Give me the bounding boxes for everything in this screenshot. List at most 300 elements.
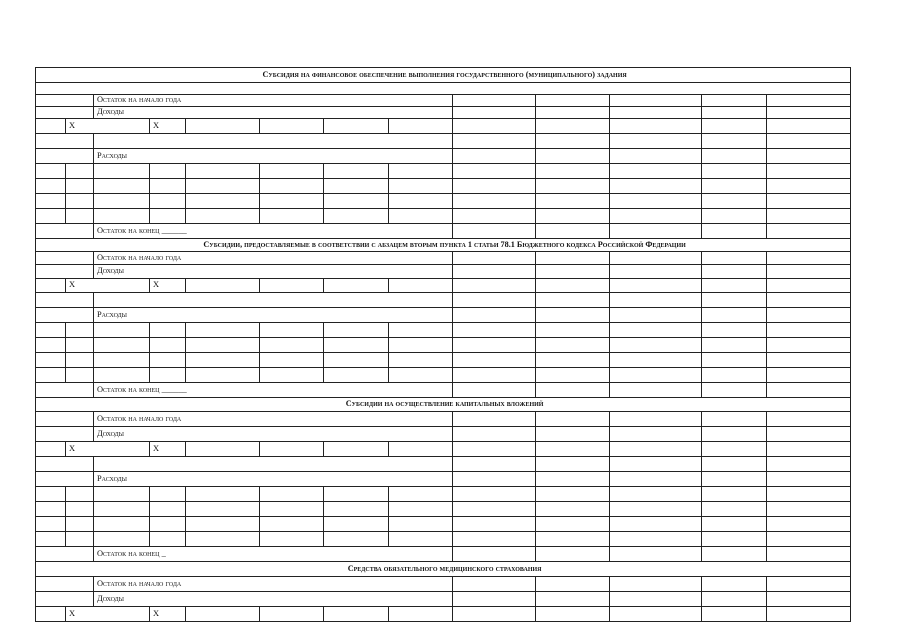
table-cell (767, 383, 851, 398)
table-cell (767, 194, 851, 209)
table-row (36, 532, 851, 547)
table-cell (453, 607, 536, 622)
table-cell (389, 368, 453, 383)
income-label: Доходы (94, 107, 453, 119)
table-cell (453, 209, 536, 224)
table-cell (702, 353, 767, 368)
x-mark: X (66, 279, 150, 293)
table-row (36, 194, 851, 209)
table-cell (767, 209, 851, 224)
table-cell (610, 164, 702, 179)
table-cell (610, 323, 702, 338)
opening-balance-label: Остаток на начало года (94, 577, 453, 592)
table-cell (94, 532, 150, 547)
table-row (36, 383, 851, 398)
table-cell (36, 224, 94, 239)
table-cell (702, 412, 767, 427)
financial-report-table (35, 67, 851, 622)
table-cell (389, 502, 453, 517)
table-cell (186, 607, 260, 622)
table-cell (186, 119, 260, 134)
table-cell (702, 487, 767, 502)
table-cell (767, 532, 851, 547)
table-cell (66, 532, 94, 547)
table-cell (536, 412, 610, 427)
income-label: Доходы (94, 265, 453, 279)
table-cell (36, 107, 94, 119)
table-cell (36, 194, 66, 209)
table-cell (702, 457, 767, 472)
table-cell (260, 368, 324, 383)
table-cell (610, 472, 702, 487)
closing-balance-label: Остаток на конец _ (94, 547, 453, 562)
table-cell (94, 209, 150, 224)
table-cell (610, 487, 702, 502)
table-body (36, 68, 851, 622)
table-cell (610, 134, 702, 149)
x-mark: X (66, 442, 150, 457)
table-cell (767, 592, 851, 607)
table-cell (36, 323, 66, 338)
table-cell (453, 338, 536, 353)
table-cell (150, 487, 186, 502)
table-cell (536, 457, 610, 472)
table-cell (536, 164, 610, 179)
table-cell (324, 323, 389, 338)
table-cell (610, 252, 702, 265)
expenses-label: Расходы (94, 308, 453, 323)
table-cell (610, 209, 702, 224)
table-cell (66, 194, 94, 209)
table-cell (610, 224, 702, 239)
table-cell (536, 487, 610, 502)
table-cell (702, 607, 767, 622)
table-cell (536, 179, 610, 194)
table-cell (66, 179, 94, 194)
table-cell (453, 368, 536, 383)
table-cell (186, 194, 260, 209)
table-cell (702, 592, 767, 607)
table-cell (324, 442, 389, 457)
table-cell (702, 383, 767, 398)
opening-balance-label: Остаток на начало года (94, 95, 453, 107)
table-cell (453, 179, 536, 194)
table-row (36, 457, 851, 472)
table-row (36, 252, 851, 265)
table-cell (389, 323, 453, 338)
table-cell (94, 517, 150, 532)
table-row (36, 368, 851, 383)
table-row (36, 607, 851, 622)
table-cell (324, 194, 389, 209)
table-cell (536, 607, 610, 622)
table-cell (767, 279, 851, 293)
table-cell (536, 368, 610, 383)
table-cell (260, 502, 324, 517)
table-cell (94, 502, 150, 517)
table-cell (324, 353, 389, 368)
table-cell (536, 194, 610, 209)
table-cell (324, 487, 389, 502)
table-cell (150, 338, 186, 353)
table-cell (536, 577, 610, 592)
table-cell (767, 577, 851, 592)
table-cell (150, 532, 186, 547)
table-row (36, 308, 851, 323)
table-cell (324, 164, 389, 179)
table-cell (453, 107, 536, 119)
table-row (36, 83, 851, 95)
table-cell (453, 427, 536, 442)
table-cell (453, 265, 536, 279)
table-cell (767, 293, 851, 308)
table-cell (702, 472, 767, 487)
table-cell (702, 119, 767, 134)
table-cell (610, 179, 702, 194)
table-cell (536, 323, 610, 338)
table-cell (150, 502, 186, 517)
table-row (36, 95, 851, 107)
table-cell (389, 279, 453, 293)
table-cell (453, 279, 536, 293)
table-cell (94, 323, 150, 338)
table-cell (36, 338, 66, 353)
x-mark: X (150, 279, 186, 293)
table-cell (536, 209, 610, 224)
table-cell (453, 442, 536, 457)
table-row (36, 472, 851, 487)
table-cell (767, 179, 851, 194)
table-cell (767, 353, 851, 368)
table-cell (536, 308, 610, 323)
table-cell (767, 224, 851, 239)
table-cell (610, 607, 702, 622)
table-cell (767, 338, 851, 353)
table-cell (702, 547, 767, 562)
table-cell (324, 179, 389, 194)
table-cell (453, 95, 536, 107)
table-cell (36, 164, 66, 179)
table-cell (453, 383, 536, 398)
table-cell (150, 194, 186, 209)
table-cell (453, 532, 536, 547)
table-cell (610, 265, 702, 279)
table-cell (66, 502, 94, 517)
table-cell (186, 517, 260, 532)
table-cell (36, 209, 66, 224)
table-cell (536, 547, 610, 562)
table-cell (260, 323, 324, 338)
table-cell (702, 179, 767, 194)
table-cell (767, 323, 851, 338)
table-cell (536, 532, 610, 547)
table-cell (702, 502, 767, 517)
table-cell (150, 368, 186, 383)
table-cell (767, 164, 851, 179)
table-row (36, 427, 851, 442)
table-cell (702, 517, 767, 532)
table-cell (453, 323, 536, 338)
table-row (36, 293, 851, 308)
table-cell (453, 412, 536, 427)
table-cell (767, 502, 851, 517)
table-cell (453, 592, 536, 607)
table-row (36, 149, 851, 164)
table-cell (767, 607, 851, 622)
table-cell (536, 149, 610, 164)
expenses-label: Расходы (94, 472, 453, 487)
table-cell (186, 487, 260, 502)
x-mark: X (150, 119, 186, 134)
table-cell (66, 164, 94, 179)
table-cell (324, 368, 389, 383)
table-cell (767, 487, 851, 502)
table-cell (36, 95, 94, 107)
table-cell (767, 412, 851, 427)
section-header-row (36, 239, 851, 252)
table-cell (767, 517, 851, 532)
table-cell (150, 323, 186, 338)
table-cell (36, 119, 66, 134)
table-cell (610, 107, 702, 119)
table-cell (610, 308, 702, 323)
table-cell (536, 293, 610, 308)
table-cell (702, 95, 767, 107)
table-cell (536, 383, 610, 398)
table-cell (702, 308, 767, 323)
table-cell (94, 338, 150, 353)
table-cell (767, 252, 851, 265)
table-cell (260, 487, 324, 502)
table-cell (150, 179, 186, 194)
table-cell (36, 502, 66, 517)
table-cell (186, 368, 260, 383)
table-cell (186, 502, 260, 517)
table-cell (186, 442, 260, 457)
table-cell (94, 194, 150, 209)
section-title: Средства обязательного медицинского страхования (36, 562, 851, 577)
table-cell (389, 164, 453, 179)
table-cell (260, 338, 324, 353)
section-header-row (36, 68, 851, 83)
table-cell (186, 532, 260, 547)
opening-balance-label: Остаток на начало года (94, 252, 453, 265)
table-cell (260, 353, 324, 368)
table-cell (389, 338, 453, 353)
table-cell (453, 149, 536, 164)
table-cell (453, 134, 536, 149)
table-cell (536, 442, 610, 457)
table-cell (186, 279, 260, 293)
table-cell (36, 607, 66, 622)
table-cell (186, 353, 260, 368)
table-cell (610, 517, 702, 532)
table-row (36, 338, 851, 353)
table-cell (702, 442, 767, 457)
table-cell (36, 472, 94, 487)
table-cell (36, 427, 94, 442)
table-cell (389, 179, 453, 194)
table-row (36, 592, 851, 607)
table-row (36, 502, 851, 517)
table-cell (36, 134, 94, 149)
table-cell (36, 547, 94, 562)
table-row (36, 517, 851, 532)
table-cell (702, 577, 767, 592)
table-cell (610, 427, 702, 442)
table-cell (389, 442, 453, 457)
table-cell (536, 119, 610, 134)
table-cell (536, 95, 610, 107)
table-cell (94, 487, 150, 502)
table-cell (767, 442, 851, 457)
table-cell (36, 532, 66, 547)
report-sheet (35, 67, 850, 622)
table-cell (453, 487, 536, 502)
table-cell (767, 134, 851, 149)
section-title: Субсидия на финансовое обеспечение выполнения государственного (муниципального) задания (36, 68, 851, 83)
table-row (36, 323, 851, 338)
table-cell (389, 209, 453, 224)
table-cell (610, 457, 702, 472)
table-cell (150, 353, 186, 368)
table-cell (36, 308, 94, 323)
table-cell (767, 95, 851, 107)
table-cell (702, 265, 767, 279)
table-cell (389, 517, 453, 532)
table-cell (389, 607, 453, 622)
table-cell (767, 119, 851, 134)
table-cell (324, 502, 389, 517)
table-cell (260, 179, 324, 194)
table-cell (702, 107, 767, 119)
table-cell (36, 383, 94, 398)
table-cell (702, 149, 767, 164)
table-cell (66, 338, 94, 353)
table-cell (260, 607, 324, 622)
table-cell (536, 107, 610, 119)
table-cell (36, 412, 94, 427)
table-cell (536, 592, 610, 607)
table-cell (453, 194, 536, 209)
table-cell (389, 119, 453, 134)
table-row (36, 412, 851, 427)
table-cell (610, 293, 702, 308)
x-mark: X (150, 442, 186, 457)
table-cell (186, 179, 260, 194)
table-cell (36, 442, 66, 457)
table-cell (453, 577, 536, 592)
table-cell (260, 194, 324, 209)
table-cell (36, 149, 94, 164)
table-row (36, 547, 851, 562)
table-row (36, 209, 851, 224)
table-row (36, 353, 851, 368)
table-cell (536, 472, 610, 487)
table-cell (610, 119, 702, 134)
table-cell (453, 164, 536, 179)
table-cell (536, 502, 610, 517)
table-cell (36, 179, 66, 194)
table-cell (702, 279, 767, 293)
table-cell (36, 517, 66, 532)
table-cell (324, 607, 389, 622)
table-cell (702, 194, 767, 209)
table-cell (702, 293, 767, 308)
table-cell (453, 293, 536, 308)
table-cell (260, 164, 324, 179)
table-row (36, 279, 851, 293)
x-mark: X (66, 119, 150, 134)
table-cell (36, 279, 66, 293)
table-cell (702, 323, 767, 338)
table-cell (610, 194, 702, 209)
table-cell (260, 209, 324, 224)
table-cell (767, 457, 851, 472)
table-cell (260, 279, 324, 293)
table-cell (610, 412, 702, 427)
section-header-row (36, 562, 851, 577)
opening-balance-label: Остаток на начало года (94, 412, 453, 427)
table-cell (536, 517, 610, 532)
table-cell (610, 95, 702, 107)
table-cell (767, 265, 851, 279)
table-cell (536, 427, 610, 442)
table-cell (610, 577, 702, 592)
table-cell (150, 164, 186, 179)
table-cell (453, 353, 536, 368)
table-cell (610, 502, 702, 517)
table-cell (260, 517, 324, 532)
table-cell (536, 265, 610, 279)
x-mark: X (150, 607, 186, 622)
table-cell (186, 164, 260, 179)
table-cell (324, 338, 389, 353)
table-cell (324, 209, 389, 224)
table-cell (324, 119, 389, 134)
income-label: Доходы (94, 592, 453, 607)
table-cell (94, 293, 453, 308)
table-cell (453, 457, 536, 472)
table-cell (767, 368, 851, 383)
table-cell (702, 164, 767, 179)
table-cell (36, 368, 66, 383)
table-cell (324, 517, 389, 532)
table-cell (389, 353, 453, 368)
table-cell (702, 209, 767, 224)
table-cell (66, 323, 94, 338)
closing-balance-label: Остаток на конец ______ (94, 383, 453, 398)
table-row (36, 119, 851, 134)
table-cell (389, 532, 453, 547)
expenses-label: Расходы (94, 149, 453, 164)
table-cell (453, 308, 536, 323)
table-cell (536, 134, 610, 149)
table-cell (186, 323, 260, 338)
table-cell (453, 224, 536, 239)
table-row (36, 224, 851, 239)
table-cell (610, 442, 702, 457)
section-title: Субсидии, предоставляемые в соответствии с абзацем вторым пункта 1 статьи 78.1 Бюджетного кодекса Российской Федерации (36, 239, 851, 252)
table-cell (453, 119, 536, 134)
table-cell (702, 532, 767, 547)
table-cell (150, 209, 186, 224)
table-cell (324, 279, 389, 293)
table-cell (610, 592, 702, 607)
table-cell (94, 353, 150, 368)
table-cell (66, 517, 94, 532)
table-cell (94, 368, 150, 383)
